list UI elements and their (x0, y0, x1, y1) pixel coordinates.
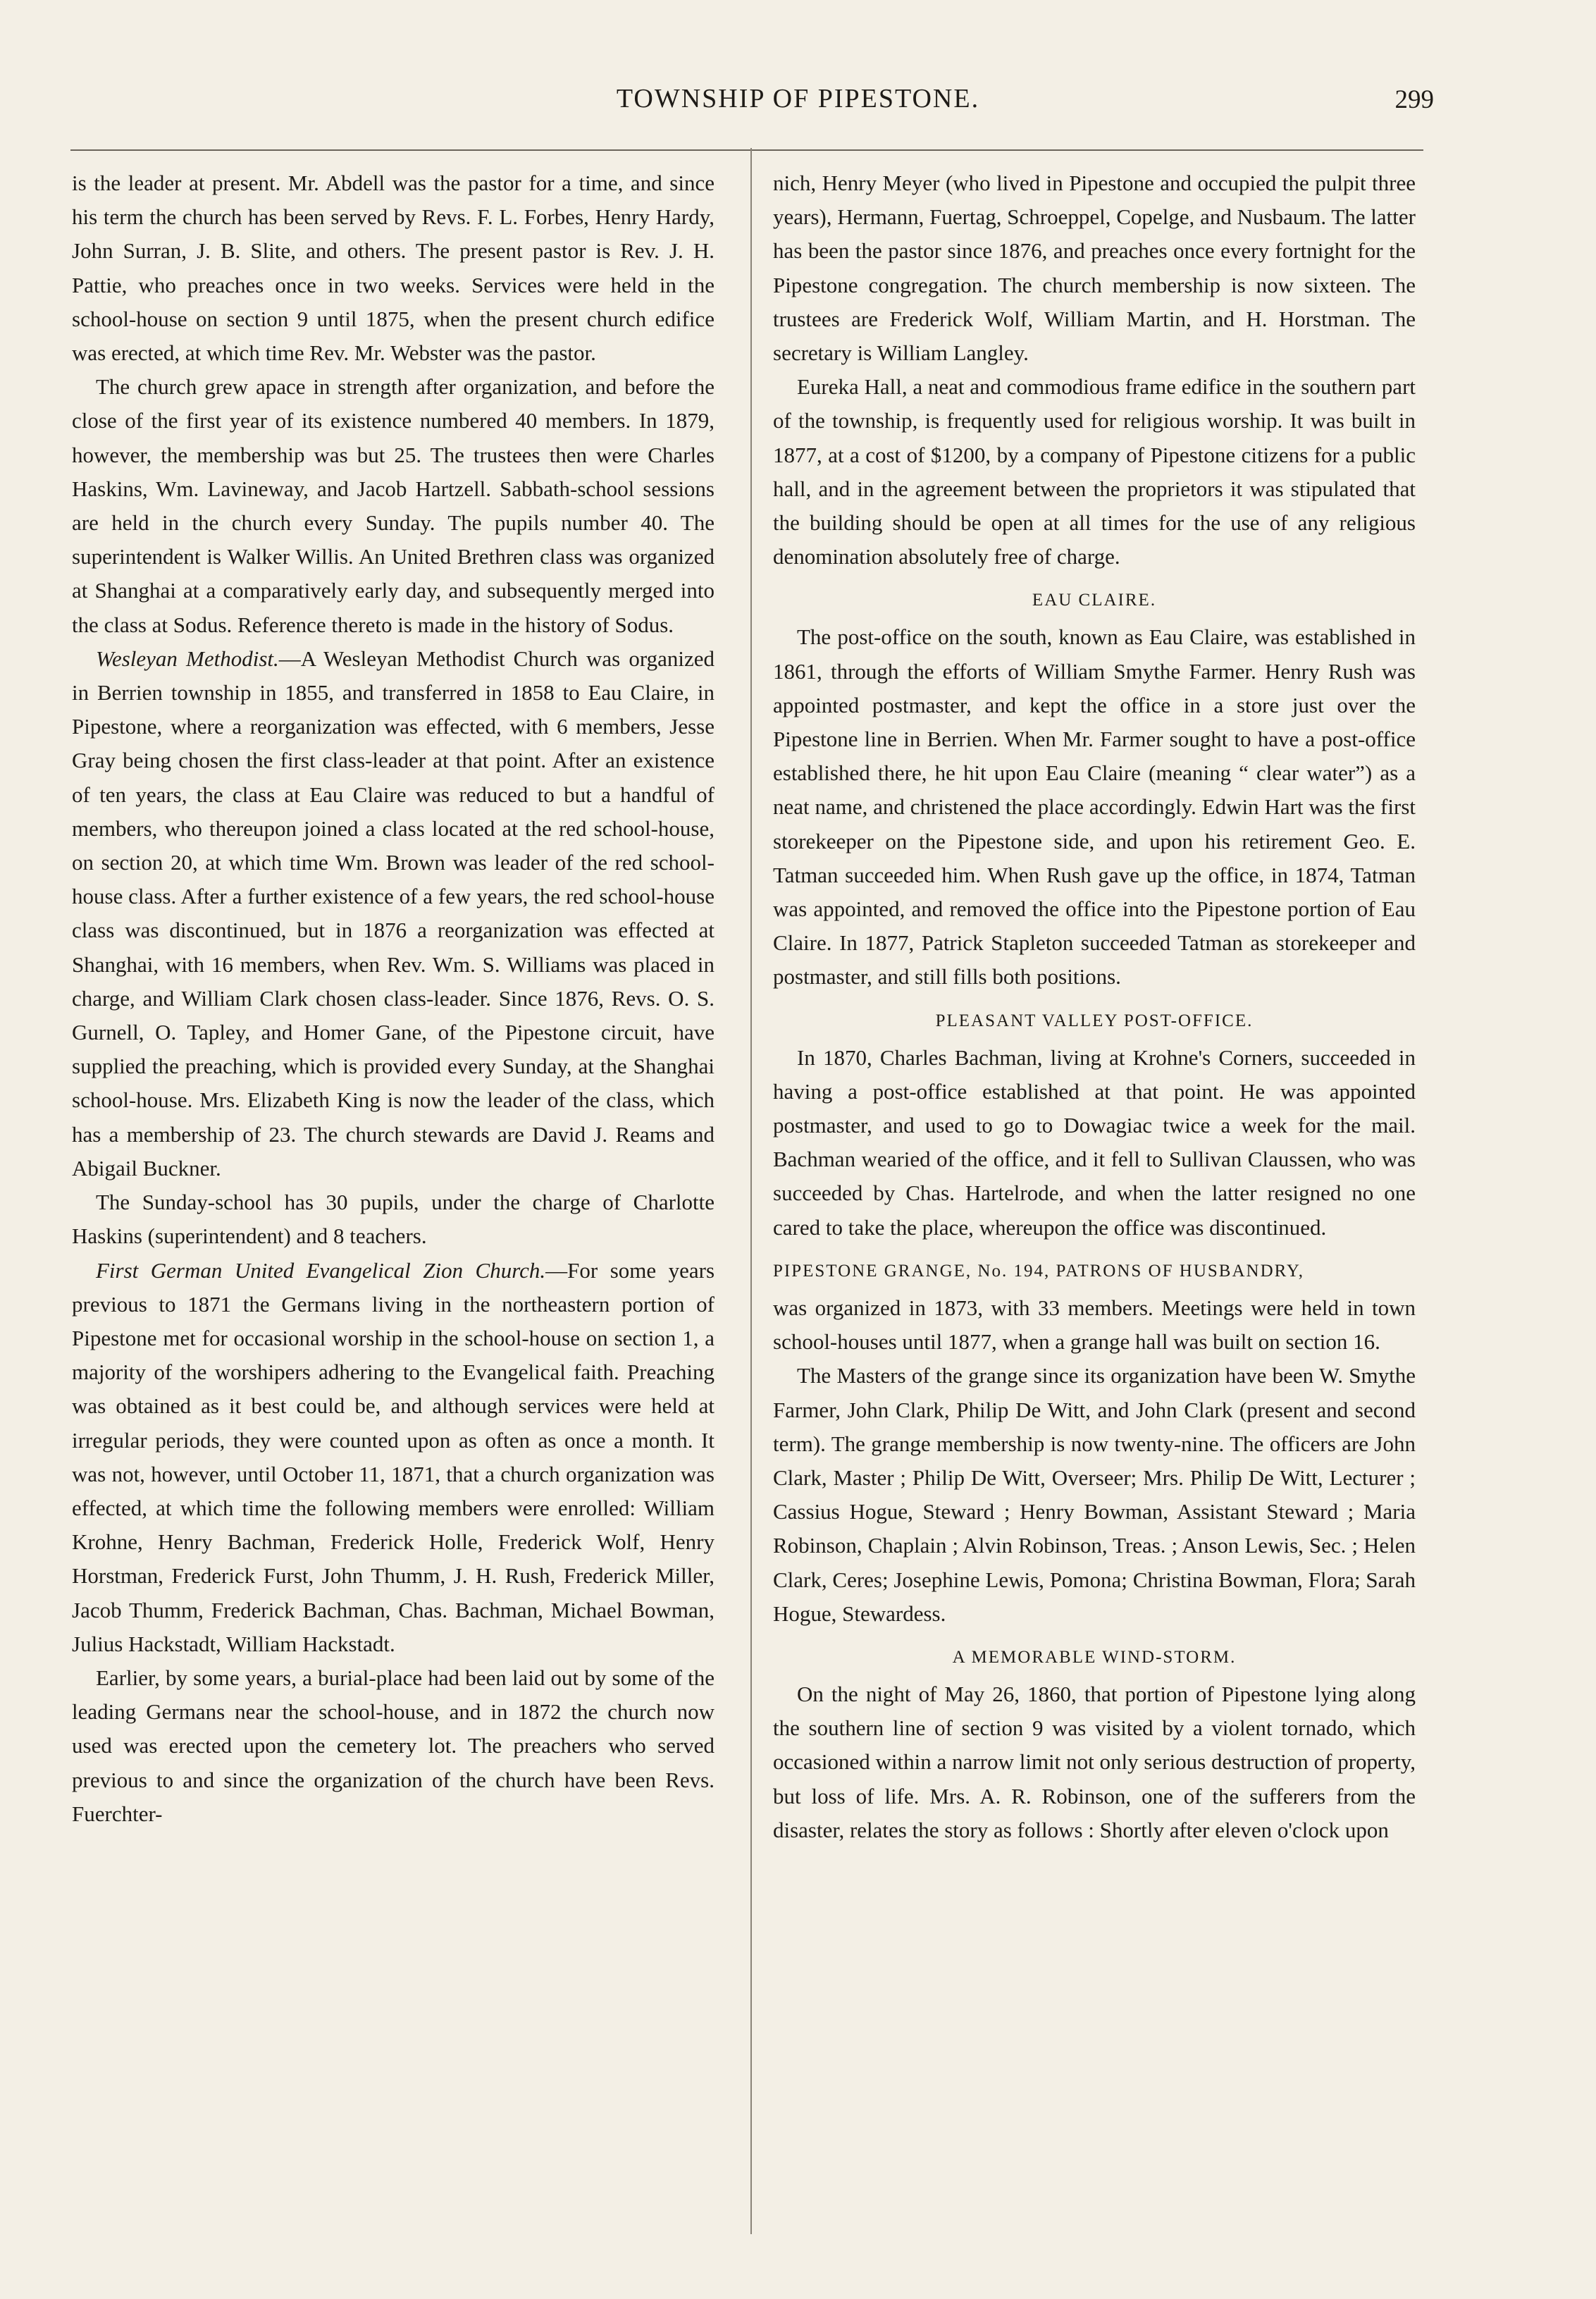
right-column (773, 166, 1416, 1847)
paragraph: The Sunday-school has 30 pupils, under the charge of Charlotte Haskins (superintendent) and 8 teachers. (72, 1190, 715, 1249)
paragraph: The church grew apace in strength after organization, and before the close of the first year of its existence numbered 40 members. In 1879, however, the membership was but 25. The trustees then were Charles Haskins, Wm. Lavineway, and Jacob Hartzell. Sabbath-school sessions are held in the church every Sunday. The pupils number 40. The superintendent is Walker Willis. An United Brethren class was organized at Shanghai at a comparatively early day, and subsequently merged into the class at Sodus. Reference thereto is made in the history of Sodus. (72, 374, 715, 637)
page-header (0, 83, 1596, 125)
paragraph: was organized in 1873, with 33 members. Meetings were held in town school-houses until 1877, when a grange hall was built on section 16. (773, 1295, 1416, 1355)
paragraph-german-church (72, 1254, 715, 1661)
section-heading-windstorm: A MEMORABLE WIND-STORM. (952, 1647, 1237, 1667)
paragraph: Earlier, by some years, a burial-place had been laid out by some of the leading Germans near the school-house, and in 1872 the church now used was erected upon the cemetery lot. The preachers who served previous to and since the organization of the church have been Revs. Fuerchter- (72, 1665, 715, 1826)
paragraph: nich, Henry Meyer (who lived in Pipestone and occupied the pulpit three years), Hermann, Fuertag, Schroeppel, Copelge, and Nusbaum. The latter has been the pastor since 1876, and preaches once every fortnight for the Pipestone congregation. The church membership is now sixteen. The trustees are Frederick Wolf, William Martin, and H. Horstman. The secretary is William Langley. (773, 171, 1416, 366)
section-title-german-church: First German United Evangelical Zion Church. (96, 1257, 546, 1283)
paragraph-wesleyan-methodist (72, 642, 715, 1185)
section-heading-pleasant-valley: PLEASANT VALLEY POST-OFFICE. (935, 1011, 1254, 1030)
left-column (72, 166, 715, 1831)
section-heading-grange: PIPESTONE GRANGE, No. 194, PATRONS OF HUSBANDRY, (773, 1261, 1305, 1281)
header-rule (70, 149, 1423, 151)
paragraph: is the leader at present. Mr. Abdell was the pastor for a time, and since his term the church has been served by Revs. F. L. Forbes, Henry Hardy, John Surran, J. B. Slite, and others. The present pastor is Rev. J. H. Pattie, who preaches once in two weeks. Services were held in the school-house on section 9 until 1875, when the present church edifice was erected, at which time Rev. Mr. Webster was the pastor. (72, 171, 715, 366)
page-number: 299 (1394, 85, 1434, 114)
paragraph: The post-office on the south, known as Eau Claire, was established in 1861, through the efforts of William Smythe Farmer. Henry Rush was appointed postmaster, and kept the office in a store just over the Pipestone line in Berrien. When Mr. Farmer sought to have a post-office established there, he hit upon Eau Claire (meaning “ clear water”) as a neat name, and christened the place accordingly. Edwin Hart was the first storekeeper on the Pipestone side, and upon his retirement Geo. E. Tatman succeeded him. When Rush gave up the office, in 1874, Tatman was appointed, and removed the office into the Pipestone portion of Eau Claire. In 1877, Patrick Stapleton succeeded Tatman as storekeeper and postmaster, and still fills both positions. (773, 624, 1416, 990)
paragraph: Eureka Hall, a neat and commodious frame edifice in the southern part of the township, is frequently used for religious worship. It was built in 1877, at a cost of $1200, by a company of Pipestone citizens for a public hall, and in the agreement between the proprietors it was stipulated that the building should be open at all times for the use of any religious denomination absolutely free of charge. (773, 374, 1416, 569)
column-divider (750, 148, 752, 2234)
paragraph: In 1870, Charles Bachman, living at Krohne's Corners, succeeded in having a post-office established at that point. He was appointed postmaster, and used to go to Dowagiac twice a week for the mail. Bachman wearied of the office, and it fell to Sullivan Claussen, who was succeeded by Chas. Hartelrode, and when the latter resigned no one cared to take the place, whereupon the office was discontinued. (773, 1044, 1416, 1240)
running-title: TOWNSHIP OF PIPESTONE. (616, 84, 980, 113)
section-heading-eau-claire: EAU CLAIRE. (1032, 591, 1157, 610)
paragraph-text: —A Wesleyan Methodist Church was organized in Berrien township in 1855, and transferred in 1858 to Eau Claire, in Pipestone, where a reorganization was effected, with 6 members, Jesse Gray being chosen the first class-leader at that point. After an existence of ten years, the class at Eau Claire was reduced to but a handful of members, who thereupon joined a class located at the red school-house, on section 20, at which time Wm. Brown was leader of the red school-house class. After a further existence of a few years, the red school-house class was discontinued, but in 1876 a reorganization was effected at Shanghai, with 16 members, when Rev. Wm. S. Williams was placed in charge, and William Clark chosen class-leader. Since 1876, Revs. O. S. Gurnell, O. Tapley, and Homer Gane, of the Pipestone circuit, have supplied the preaching, which is provided every Sunday, at the Shanghai school-house. Mrs. Elizabeth King is now the leader of the class, which has a membership of 23. The church stewards are David J. Reams and Abigail Buckner. (72, 646, 715, 1181)
section-title-wesleyan-methodist: Wesleyan Methodist. (96, 646, 279, 671)
paragraph: The Masters of the grange since its organization have been W. Smythe Farmer, John Clark, Philip De Witt, and John Clark (present and second term). The grange membership is now twenty-nine. The officers are John Clark, Master ; Philip De Witt, Overseer; Mrs. Philip De Witt, Lecturer ; Cassius Hogue, Steward ; Henry Bowman, Assistant Steward ; Maria Robinson, Chaplain ; Alvin Robinson, Treas. ; Anson Lewis, Sec. ; Helen Clark, Ceres; Josephine Lewis, Pomona; Christina Bowman, Flora; Sarah Hogue, Stewardess. (773, 1363, 1416, 1626)
paragraph: On the night of May 26, 1860, that portion of Pipestone lying along the southern line of section 9 was visited by a violent tornado, which occasioned within a narrow limit not only serious destruction of property, but loss of life. Mrs. A. R. Robinson, one of the sufferers from the disaster, relates the story as follows : Shortly after eleven o'clock upon (773, 1681, 1416, 1842)
paragraph-text: —For some years previous to 1871 the Germans living in the northeastern portion of Pipestone met for occasional worship in the school-house on section 1, a majority of the worshipers adhering to the Evangelical faith. Preaching was obtained as it best could be, and although services were held at irregular periods, they were counted upon as often as once a month. It was not, however, until October 11, 1871, that a church organization was effected, at which time the following members were enrolled: William Krohne, Henry Bachman, Frederick Holle, Frederick Wolf, Henry Horstman, Frederick Furst, John Thumm, J. H. Rush, Frederick Miller, Jacob Thumm, Frederick Bachman, Chas. Bachman, Michael Bowman, Julius Hackstadt, William Hackstadt. (72, 1257, 715, 1656)
